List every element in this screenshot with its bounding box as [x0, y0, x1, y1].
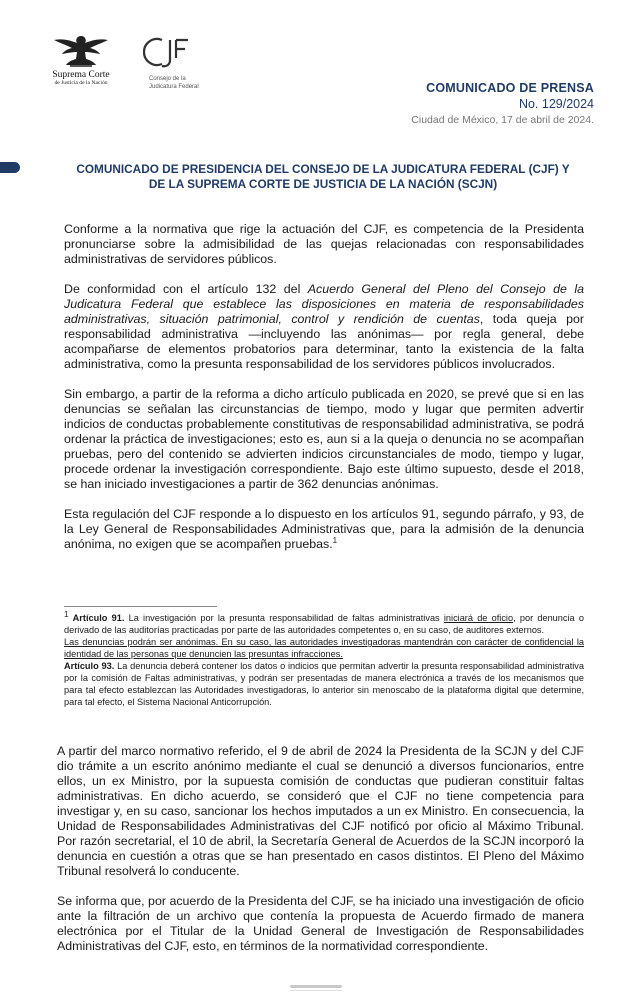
- title-line-1: COMUNICADO DE PRESIDENCIA DEL CONSEJO DE LA JUDICATURA FEDERAL (CJF) Y: [76, 162, 570, 176]
- document-title: [64, 162, 582, 192]
- paragraph-4: [64, 507, 584, 552]
- logos: [46, 32, 216, 94]
- title-line-2: DE LA SUPREMA CORTE DE JUSTICIA DE LA NACIÓN (SCJN): [148, 177, 498, 191]
- press-header: [411, 80, 594, 128]
- paragraph-4-text: Esta regulación del CJF responde a lo dispuesto en los artículos 91, segundo párrafo, y 93, de la Ley General de Responsabilidades Administrativas que, para la admisión de la denuncia anónima, no exigen que se acompañen pruebas.: [64, 507, 584, 551]
- footnote-art91-anonymous: Las denuncias podrán ser anónimas. En su caso, las autoridades investigadoras mantendrán con carácter de confidencial la identidad de las personas que denuncien las presuntas infracciones.: [64, 637, 584, 659]
- cjf-monogram-icon: [142, 34, 194, 70]
- scjn-logo: [46, 32, 116, 87]
- page-indicator-shadow: [290, 990, 342, 991]
- footnote-separator: [64, 606, 217, 607]
- body-section-2: [57, 744, 584, 969]
- paragraph-2: [64, 282, 584, 372]
- paragraph-5: A partir del marco normativo referido, el 9 de abril de 2024 la Presidenta de la SCJN y del CJF dio trámite a un escrito anónimo mediante el cual se denunció a diversos funcionarios, entre ellos, un ex Ministro, por la supuesta comisión de conductas que pudieran constituir faltas administrativas. En dicho acuerdo, se consideró que el CJF no tiene competencia para investigar y, en su caso, sancionar los hechos imputados a un ex Ministro. En consecuencia, la Unidad de Responsabilidades Administrativas del CJF notificó por oficio al Máximo Tribunal. Por razón secretarial, el 10 de abril, la Secretaría General de Acuerdos de la SCJN incorporó la denuncia en cuestión a otras que se han presentado en casos distintos. El Pleno del Máximo Tribunal resolverá lo conducente.: [57, 744, 584, 878]
- paragraph-2-text-b: , toda queja por responsabilidad administrativa —incluyendo las anónimas— por regla general, debe acompañarse de elementos probatorios para determinar, tanto la existencia de la falta administrativa, como la presunta responsabilidad de los servidores públicos involucrados.: [64, 312, 584, 371]
- art91-underlined: iniciará de oficio: [443, 613, 514, 623]
- paragraph-2-text-a: De conformidad con el artículo 132 del: [64, 282, 308, 296]
- paragraph-6: Se informa que, por acuerdo de la Presidenta del CJF, se ha iniciado una investigación de oficio ante la filtración de un archivo que contenía la propuesta de Acuerdo firmado de manera electrónica por el Titular de la Unidad General de Investigación de Responsabilidades Administrativas del CJF, esto, en términos de la normatividad correspondiente.: [57, 894, 584, 953]
- press-release-number: No. 129/2024: [518, 97, 594, 111]
- art93-text: La denuncia deberá contener los datos o indicios que permitan advertir la presunta responsabilidad administrativa por la comisión de Faltas administrativas, y podrán ser presentadas de manera electrónica a través de los mecanismos que para tal efecto establezcan las Autoridades investigadoras, lo anterior sin menoscabo de la plataforma digital que determine, para tal efecto, el Sistema Nacional Anticorrupción.: [64, 661, 584, 707]
- scjn-subname: de Justicia de la Nación: [54, 80, 108, 86]
- page-indicator: [290, 985, 342, 988]
- cjf-name-line2: Judicatura Federal: [149, 83, 199, 90]
- art91-text-b: , por denuncia o derivado de las auditorías practicadas por parte de las autoridades competentes o, en su caso, de auditores externos.: [64, 613, 584, 635]
- scjn-name: Suprema Corte: [52, 70, 110, 80]
- art93-label: Artículo 93.: [64, 661, 115, 671]
- side-tab-decoration: [0, 162, 20, 173]
- paragraph-1: Conforme a la normativa que rige la actuación del CJF, es competencia de la Presidenta pronunciarse sobre la admisibilidad de las quejas relacionadas con responsabilidades administrativas de servidores públicos.: [64, 222, 584, 266]
- footnote-ref[interactable]: 1: [332, 535, 338, 545]
- footnote-art93: [64, 660, 584, 708]
- press-release-label: COMUNICADO DE PRENSA: [426, 81, 594, 95]
- paragraph-3: Sin embargo, a partir de la reforma a dicho artículo publicada en 2020, se prevé que si en las denuncias se señalan las circunstancias de tiempo, modo y lugar que permiten advertir indicios de conductas probablemente constitutivas de responsabilidad administrativa, se podrá ordenar la práctica de investigaciones; esto es, aun si a la queja o denuncia no se acompañan pruebas, pero del contenido se advierten indicios circunstanciales de modo, tiempo y lugar, procede ordenar la investigación correspondiente. Bajo este último supuesto, desde el 2018, se han iniciado investigaciones a partir de 362 denuncias anónimas.: [64, 387, 584, 491]
- eagle-seal-icon: [50, 32, 112, 68]
- art91-text-a: La investigación por la presunta responsabilidad de faltas administrativas: [124, 613, 444, 623]
- body-section-1: [64, 222, 584, 567]
- footnote-art91: [64, 609, 584, 636]
- art91-label: Artículo 91.: [72, 613, 125, 623]
- press-release-date: Ciudad de México, 17 de abril de 2024.: [411, 114, 594, 126]
- footnote-number: 1: [64, 609, 69, 619]
- cjf-logo: [142, 34, 222, 90]
- footnote: [64, 609, 584, 708]
- agreement-title: Acuerdo General del Pleno del Consejo de la Judicatura Federal que establece las disposiciones en materia de responsabilidades administrativas, situación patrimonial, control y rendición de cuentas: [64, 282, 584, 326]
- cjf-name-line1: Consejo de la: [149, 76, 186, 82]
